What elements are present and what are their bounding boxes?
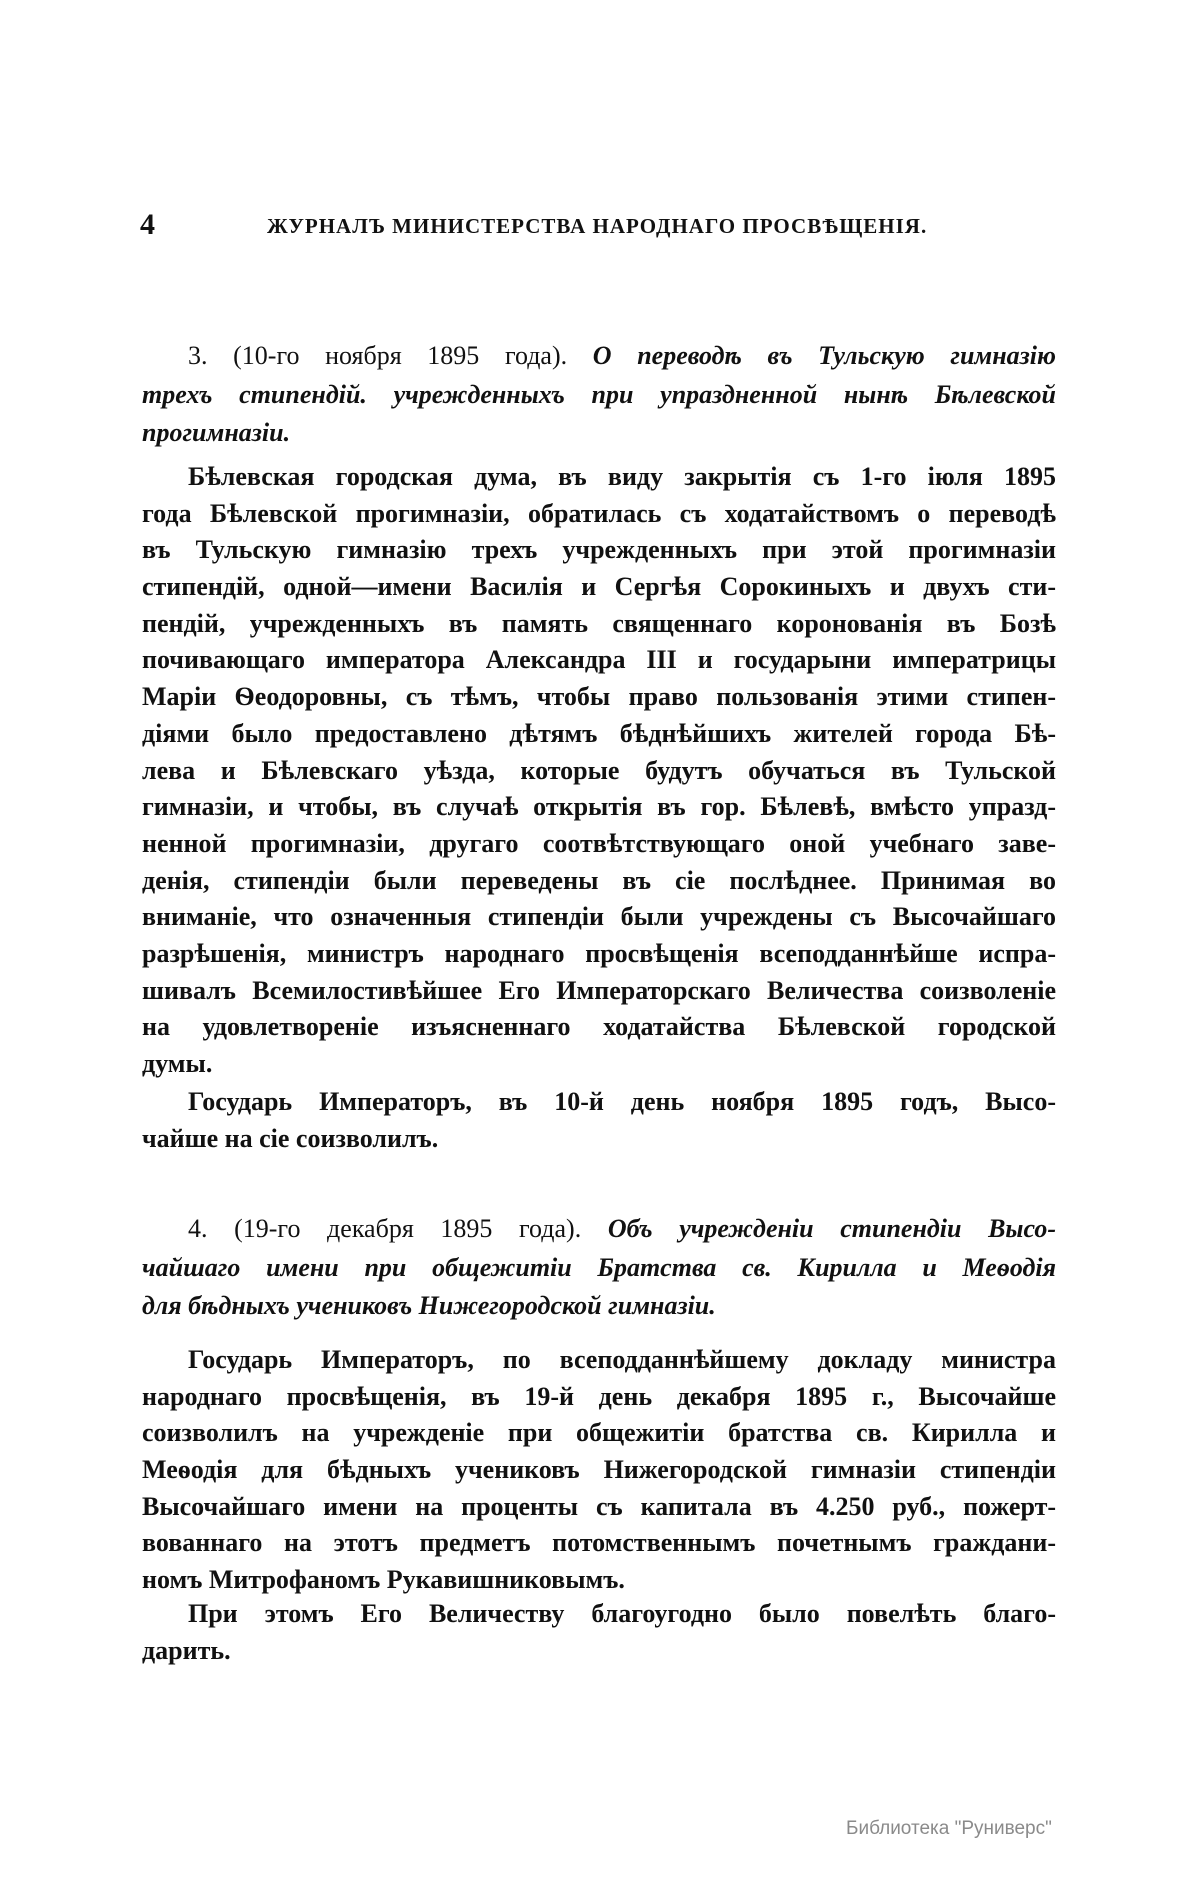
text-line: Государь Императоръ, въ 10-й день ноября 1895 годъ, Высо-	[188, 1087, 1056, 1116]
heading-line	[142, 337, 1056, 376]
heading-line: для бѣдныхъ учениковъ Нижегородской гимназіи.	[142, 1291, 716, 1320]
text-line: Высочайшаго имени на проценты съ капитала въ 4.250 руб., пожерт-	[142, 1491, 1056, 1521]
text-line: года Бѣлевской прогимназіи, обратилась съ ходатайствомъ о переводѣ	[142, 498, 1056, 528]
section-3-paragraph-2	[142, 1084, 1056, 1157]
text-line: Меѳодія для бѣдныхъ учениковъ Нижегородской гимназіи стипендіи	[142, 1455, 1056, 1485]
text-line: народнаго просвѣщенія, въ 19-й день декабря 1895 г., Высочайше	[142, 1381, 1056, 1411]
heading-line: трехъ стипендій. учрежденныхъ при упраздненной нынѣ Бѣлевской	[142, 379, 1056, 409]
text-line: стипендій, одной—имени Василія и Сергѣя Сорокиныхъ и двухъ сти-	[142, 572, 1056, 602]
text-line: Бѣлевская городская дума, въ виду закрытія съ 1-го іюля 1895	[188, 462, 1056, 491]
text-line: думы.	[142, 1049, 213, 1078]
heading-line	[142, 1210, 1056, 1249]
library-watermark: Библиотека "Руниверс"	[846, 1818, 1052, 1839]
heading-line: прогимназіи.	[142, 418, 291, 447]
text-line: на удовлетвореніе изъясненнаго ходатайства Бѣлевской городской	[142, 1012, 1056, 1042]
text-line: разрѣшенія, министръ народнаго просвѣщенія всеподданнѣйше испра-	[142, 938, 1056, 968]
section-number-date: 3. (10-го ноября 1895 года).	[188, 341, 568, 370]
section-number-date: 4. (19-го декабря 1895 года).	[188, 1214, 582, 1243]
section-title: О переводѣ въ Тульскую гимназію	[592, 341, 1056, 370]
heading-line: чайшаго имени при общежитіи Братства св. Кирилла и Меѳодія	[142, 1252, 1056, 1282]
text-line: вованнаго на этотъ предметъ потомственнымъ почетнымъ граждани-	[142, 1528, 1056, 1558]
section-4-heading	[142, 1210, 1056, 1326]
text-line: Государь Императоръ, по всеподданнѣйшему докладу министра	[188, 1345, 1056, 1374]
text-line: номъ Митрофаномъ Рукавишниковымъ.	[142, 1565, 625, 1595]
text-line: въ Тульскую гимназію трехъ учрежденныхъ при этой прогимназіи	[142, 535, 1056, 565]
page-number: 4	[140, 208, 155, 241]
text-line: вниманіе, что означенныя стипендіи были учреждены съ Высочайшаго	[142, 902, 1056, 932]
text-line: пендій, учрежденныхъ въ память священнаго коронованія въ Бозѣ	[142, 608, 1056, 638]
text-line: діями было предоставлено дѣтямъ бѣднѣйшихъ жителей города Бѣ-	[142, 718, 1056, 748]
section-4-paragraph-1	[142, 1342, 1056, 1599]
section-title: Объ учрежденіи стипендіи Высо-	[607, 1214, 1057, 1243]
section-3-paragraph-1	[142, 459, 1056, 1083]
text-line: дарить.	[142, 1635, 231, 1665]
text-line: соизволилъ на учрежденіе при общежитіи братства св. Кирилла и	[142, 1418, 1056, 1448]
text-line: лева и Бѣлевскаго уѣзда, которые будутъ обучаться въ Тульской	[142, 755, 1056, 785]
text-line: При этомъ Его Величеству благоугодно было повелѣть благо-	[188, 1599, 1056, 1628]
text-line: денія, стипендіи были переведены въ сіе послѣднее. Принимая во	[142, 865, 1056, 895]
section-4-paragraph-2	[142, 1596, 1056, 1669]
text-line: ненной прогимназіи, другаго соотвѣтствующаго оной учебнаго заве-	[142, 828, 1056, 858]
page-header	[140, 208, 1060, 248]
text-line: почивающаго императора Александра III и государыни императрицы	[142, 645, 1056, 675]
text-line: гимназіи, и чтобы, въ случаѣ открытія въ гор. Бѣлевѣ, вмѣсто упразд-	[142, 792, 1056, 822]
section-3-heading	[142, 337, 1056, 453]
running-title: ЖУРНАЛЪ МИНИСТЕРСТВА НАРОДНАГО ПРОСВѢЩЕНІЯ.	[267, 214, 928, 238]
text-line: чайше на сіе соизволилъ.	[142, 1123, 439, 1153]
text-line: Маріи Ѳеодоровны, съ тѣмъ, чтобы право пользованія этими стипен-	[142, 682, 1056, 712]
text-line: шивалъ Всемилостивѣйшее Его Императорскаго Величества соизволеніе	[142, 975, 1056, 1005]
